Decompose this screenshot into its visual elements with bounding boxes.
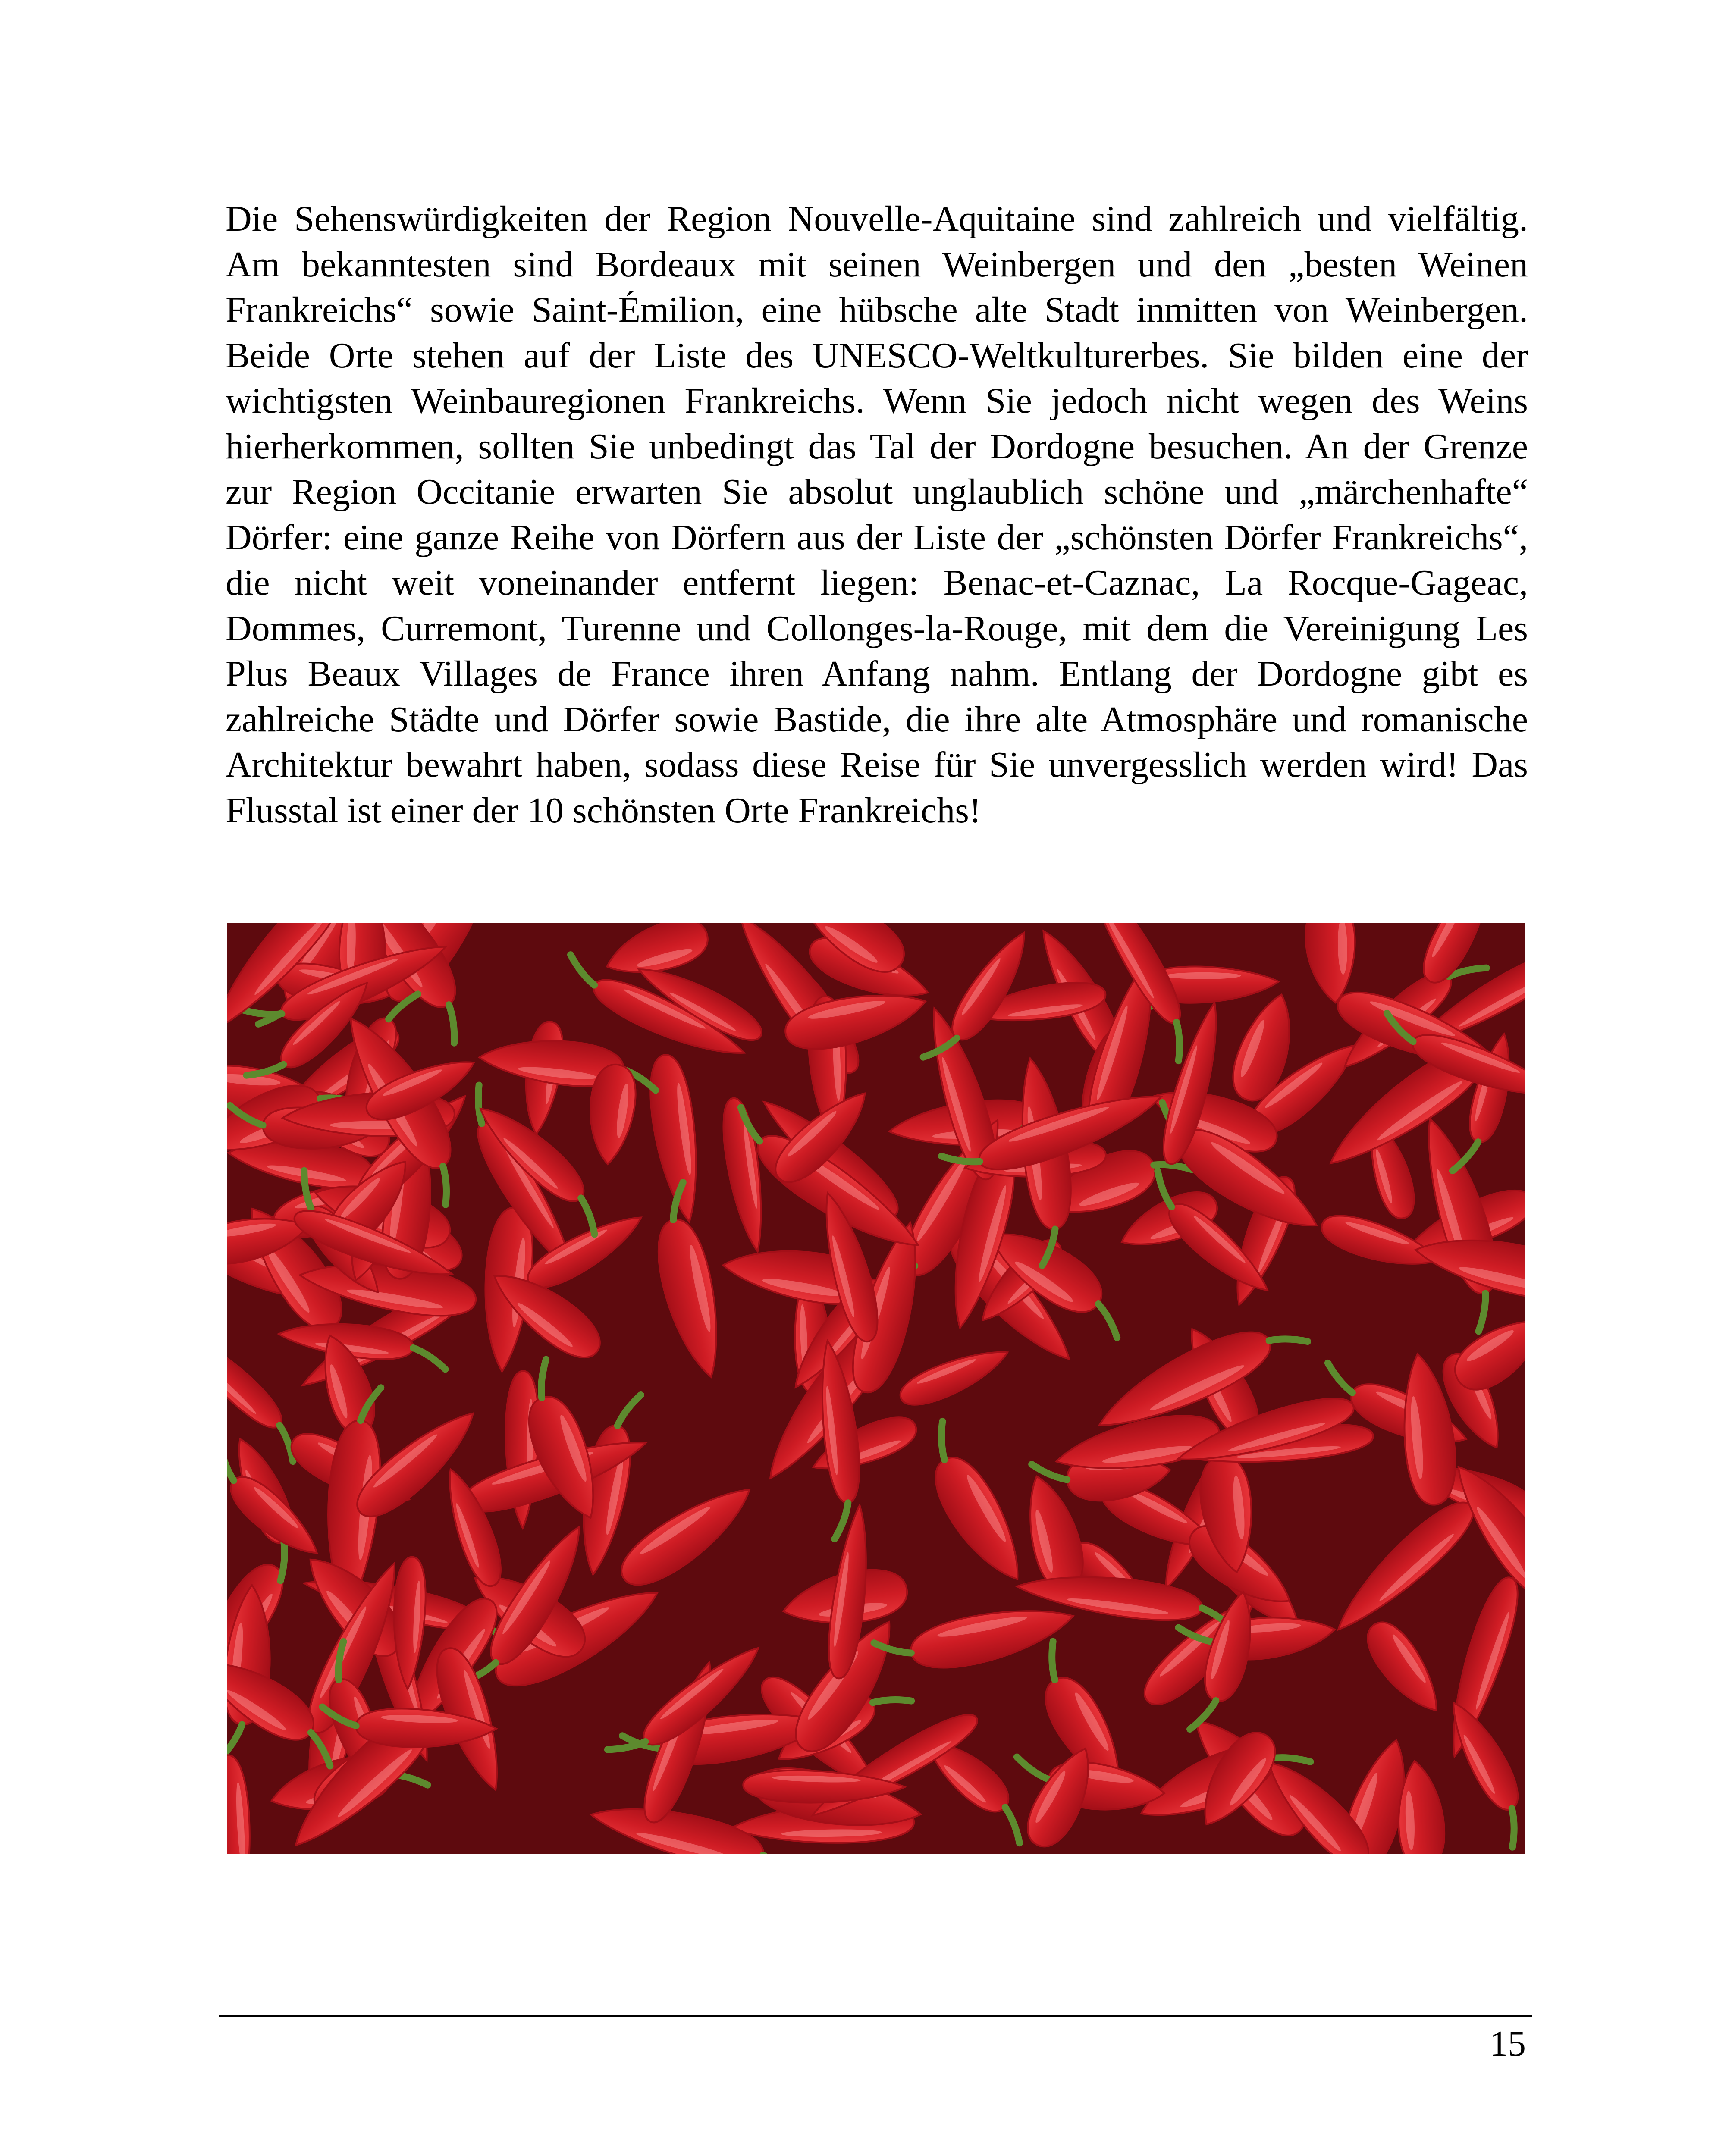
body-paragraph: Die Sehenswürdigkeiten der Region Nouvelle-Aquitaine sind zahlreich und vielfältig. Am bekanntesten sind Bordeaux mit seinen Weinbergen und den „besten Weinen Frankreichs“ sowie Saint-Émilion, eine hübsche alte Stadt inmitten von Weinbergen. Beide Orte stehen auf der Liste des UNESCO-Weltkulturerbes. Sie bilden eine der wichtigsten Weinbauregionen Frankreichs. Wenn Sie jedoch nicht wegen des Weins hierherkommen, sollten Sie unbedingt das Tal der Dordogne besuchen. An der Grenze zur Region Occitanie erwarten Sie absolut unglaublich schöne und „märchenhafte“ Dörfer: eine ganze Reihe von Dörfern aus der Liste der „schönsten Dörfer Frankreichs“, die nicht weit voneinander entfernt liegen: Benac-et-Caznac, La Rocque-Gageac, Dommes, Curremont, Turenne und Collonges-la-Rouge, mit dem die Vereinigung Les Plus Beaux Villages de France ihren Anfang nahm. Entlang der Dordogne gibt es zahlreiche Städte und Dörfer sowie Bastide, die ihre alte Atmosphäre und romanische Architektur bewahrt haben, sodass diese Reise für Sie unvergesslich werden wird! Das Flusstal ist einer der 10 schönsten Orte Frankreichs! [226, 199, 1528, 830]
chili-peppers-photo [227, 923, 1525, 1854]
page-number: 15 [1490, 2024, 1526, 2064]
footer-rule [219, 2015, 1532, 2017]
